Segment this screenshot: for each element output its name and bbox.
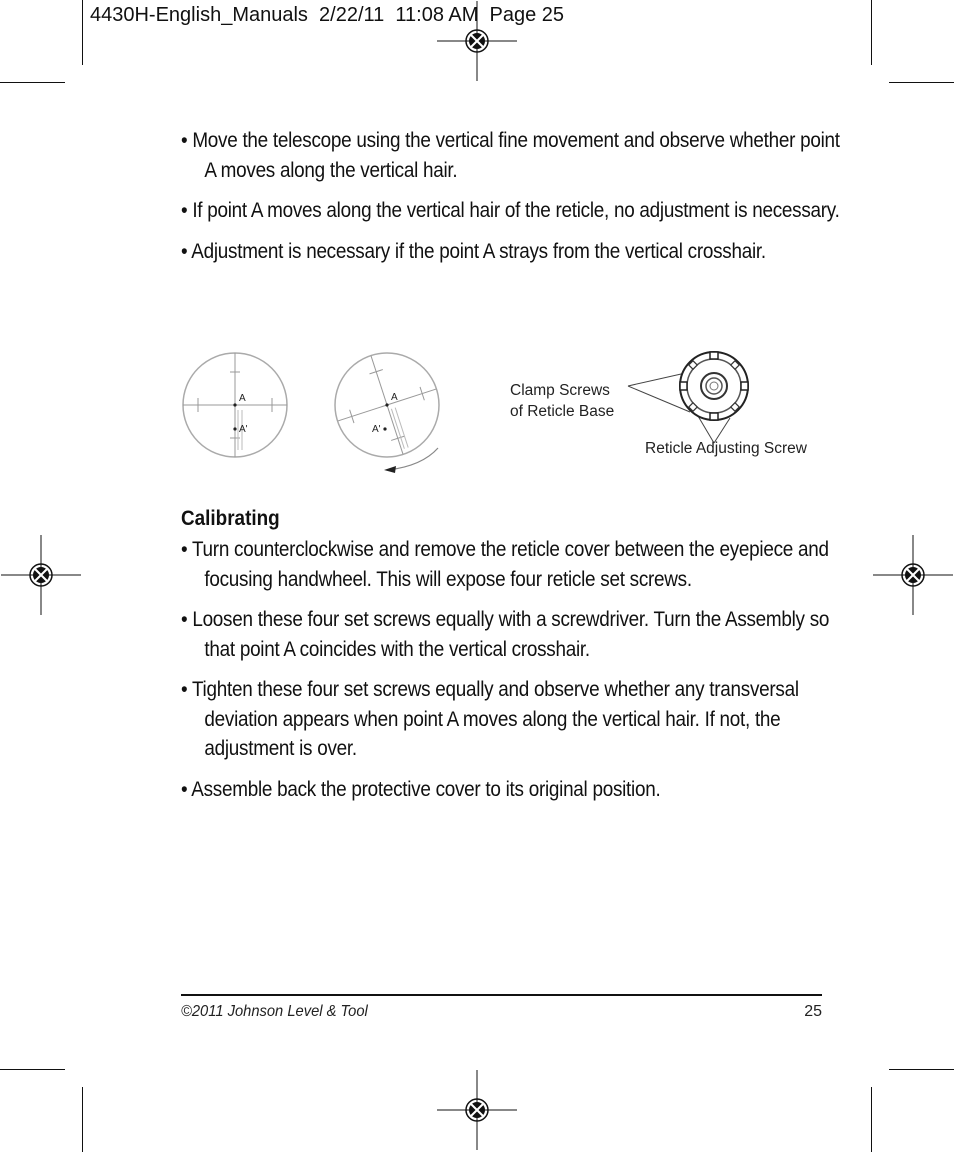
- crop-mark-top-left-v: [82, 0, 83, 65]
- crop-mark-top-left-h: [0, 82, 65, 83]
- instruction-bullet: • Turn counterclockwise and remove the reticle cover between the eyepiece and focusing handwheel. This will expose four reticle set screws.: [181, 538, 829, 591]
- instruction-bullet: • Assemble back the protective cover to its original position.: [181, 777, 661, 801]
- clamp-screws-label-line1: Clamp Screws: [510, 382, 610, 399]
- instruction-bullet: • Loosen these four set screws equally with a screwdriver. Turn the Assembly so that point A coincides with the vertical crosshair.: [181, 608, 830, 661]
- crop-mark-bottom-left-v: [82, 1087, 83, 1152]
- instruction-bullet: • Move the telescope using the vertical fine movement and observe whether point A moves along the vertical hair.: [181, 129, 840, 182]
- reticle-diagram-aligned: [178, 350, 293, 460]
- reticle-base-diagram: [626, 348, 756, 448]
- registration-mark-right: [873, 535, 953, 615]
- page-number: 25: [804, 1003, 822, 1020]
- calibrating-section: [181, 504, 830, 815]
- intro-instructions: [181, 126, 840, 277]
- crop-mark-bottom-left-h: [0, 1069, 65, 1070]
- crop-mark-bottom-right-v: [871, 1087, 872, 1152]
- footer-copyright: ©2011 Johnson Level & Tool: [181, 1003, 368, 1020]
- point-a-label: A: [391, 392, 398, 403]
- crop-mark-top-right-h: [889, 82, 954, 83]
- registration-mark-bottom: [437, 1070, 517, 1150]
- reticle-adjusting-screw-label: Reticle Adjusting Screw: [645, 440, 807, 457]
- clamp-screws-label: [510, 380, 614, 422]
- print-slug: 4430H-English_Manuals 2/22/11 11:08 AM Page 25: [90, 4, 565, 26]
- footer-divider: [181, 994, 822, 996]
- crop-mark-bottom-right-h: [889, 1069, 954, 1070]
- instruction-bullet: • Tighten these four set screws equally and observe whether any transversal deviation appears when point A moves along the vertical hair. If not, the adjustment is over.: [181, 678, 799, 760]
- section-heading: Calibrating: [181, 507, 280, 530]
- instruction-bullet: • If point A moves along the vertical hair of the reticle, no adjustment is necessary.: [181, 199, 840, 222]
- registration-mark-top: [437, 1, 517, 81]
- point-a-label: A: [239, 393, 246, 404]
- crop-mark-top-right-v: [871, 0, 872, 65]
- reticle-diagram-deviated: [330, 348, 450, 478]
- point-a-prime-label: A': [372, 424, 381, 435]
- instruction-bullet: • Adjustment is necessary if the point A strays from the vertical crosshair.: [181, 239, 766, 263]
- clamp-screws-label-line2: of Reticle Base: [510, 403, 615, 420]
- registration-mark-left: [1, 535, 81, 615]
- point-a-prime-label: A': [239, 424, 248, 435]
